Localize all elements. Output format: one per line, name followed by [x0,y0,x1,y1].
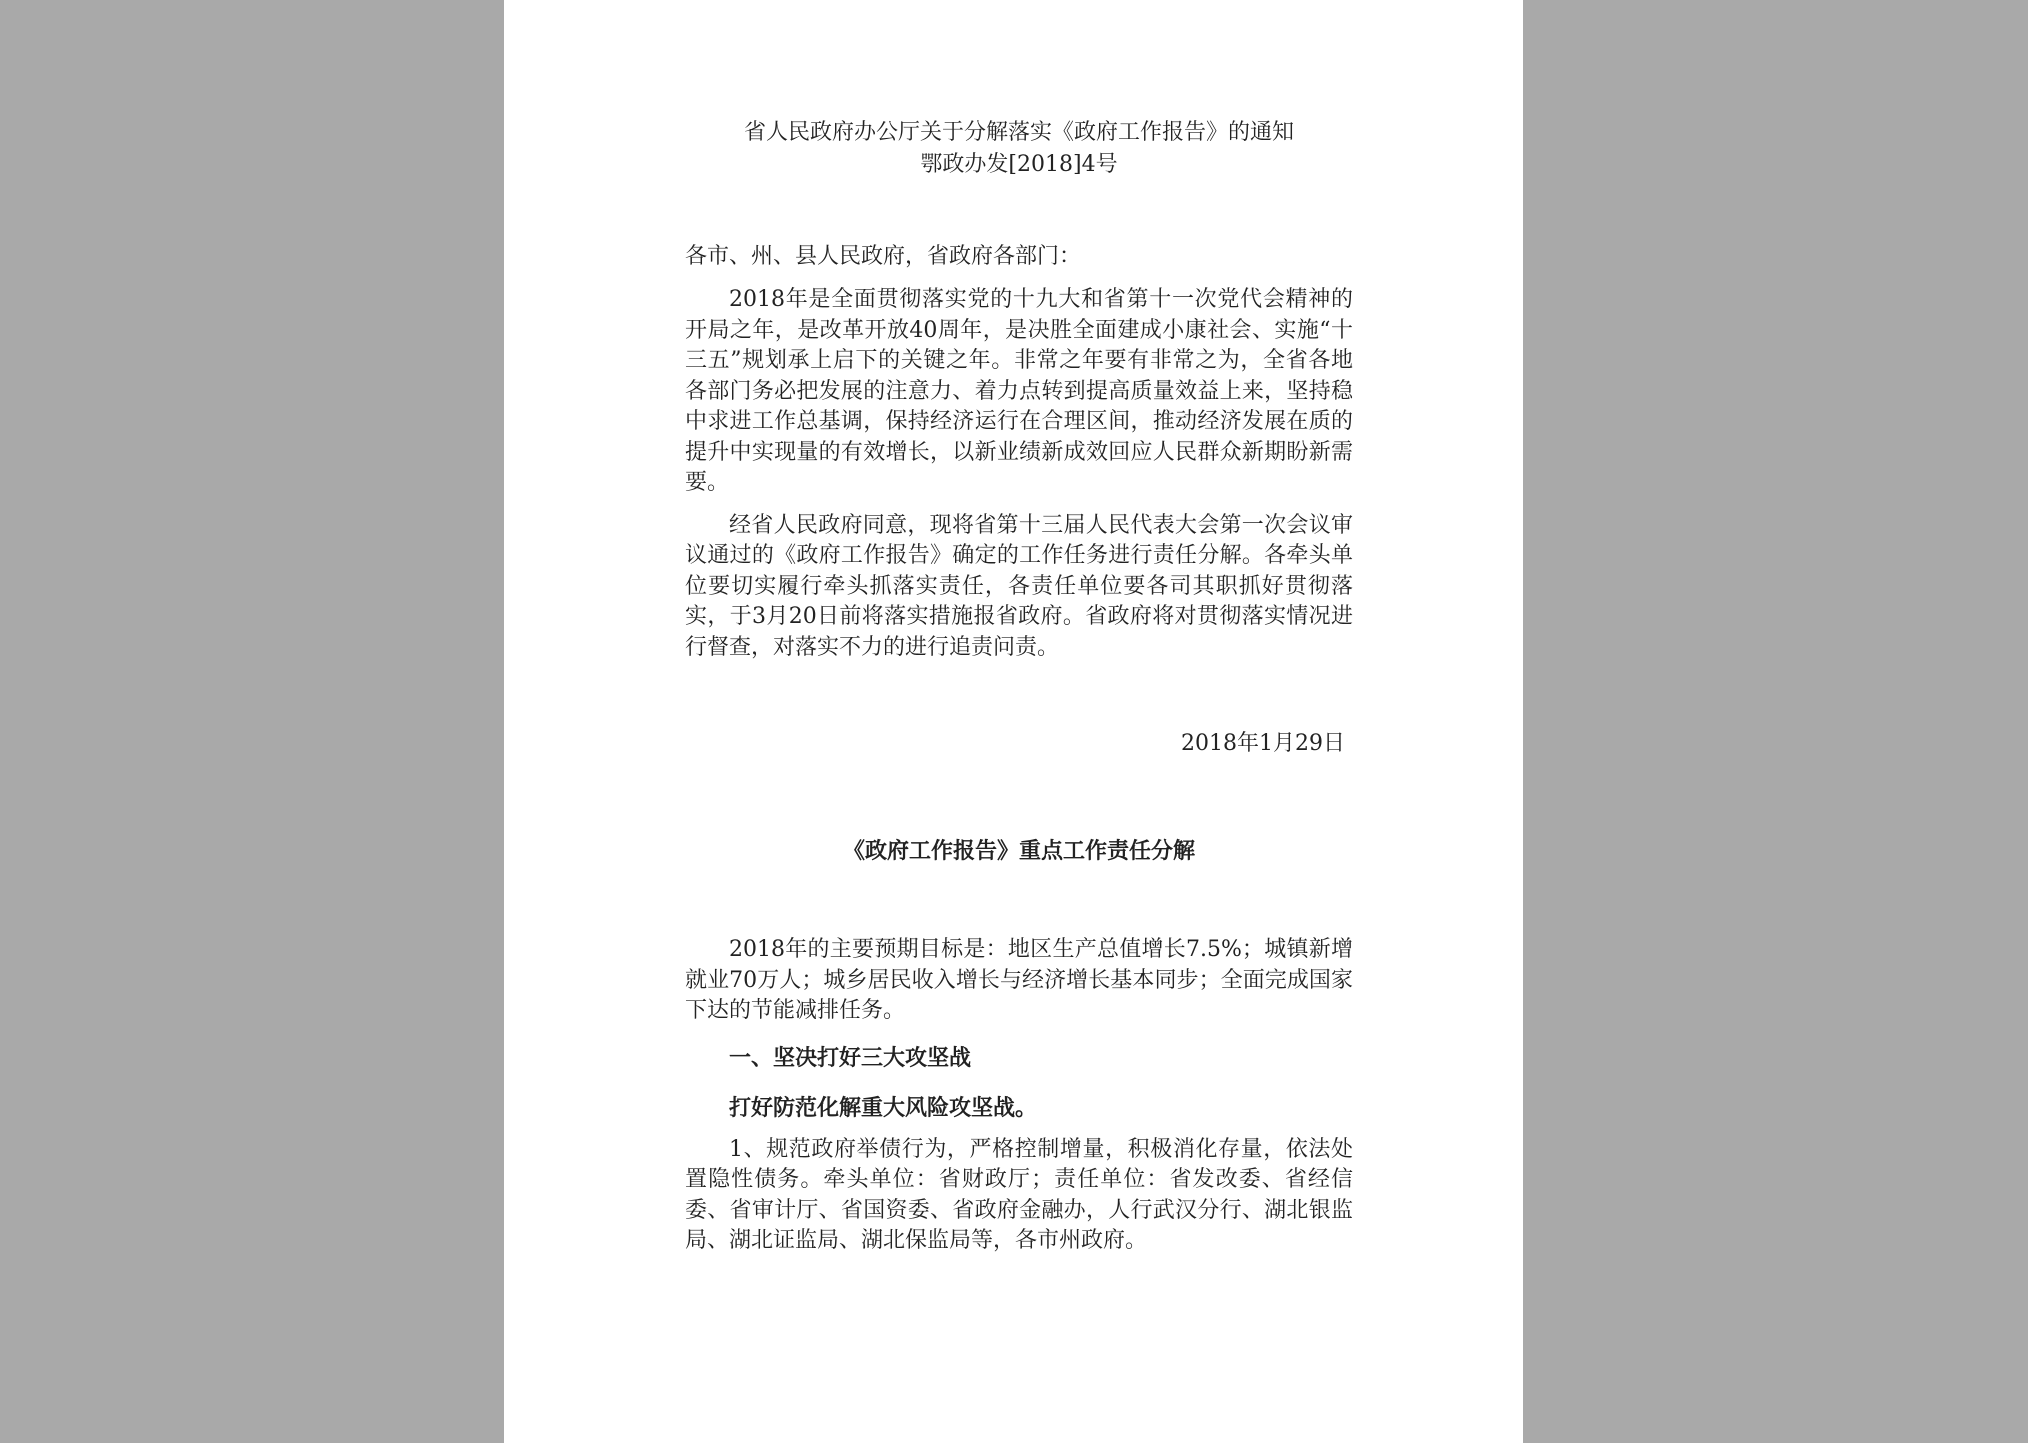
heading-level-1: 一、坚决打好三大攻坚战 [729,1044,972,1071]
notice-title: 省人民政府办公厅关于分解落实《政府工作报告》的通知 [743,120,1294,145]
section-title: 《政府工作报告》重点工作责任分解 [842,838,1195,864]
page-content [685,117,1353,1257]
document-page [504,0,1523,1443]
body-paragraph-1: 2018年是全面贯彻落实党的十九大和省第十一次党代会精神的开局之年，是改革开放40周年，是决胜全面建成小康社会、实施“十三五”规划承上启下的关键之年。非常之年要有非常之为，全省各地各部门务必把发展的注意力、着力点转到提高质量效益上来，坚持稳中求进工作总基调，保持经济运行在合理区间，推动经济发展在质的提升中实现量的有效增长，以新业绩新成效回应人民群众新期盼新需要。 [685,287,1353,495]
body-paragraph-2: 经省人民政府同意，现将省第十三届人民代表大会第一次会议审议通过的《政府工作报告》确定的工作任务进行责任分解。各牵头单位要切实履行牵头抓落实责任，各责任单位要各司其职抓好贯彻落实，于3月20日前将落实措施报省政府。省政府将对贯彻落实情况进行督查，对落实不力的进行追责问责。 [685,512,1353,660]
goals-paragraph: 2018年的主要预期目标是：地区生产总值增长7.5%；城镇新增就业70万人；城乡居民收入增长与经济增长基本同步；全面完成国家下达的节能减排任务。 [685,937,1353,1023]
salutation: 各市、州、县人民政府，省政府各部门： [685,244,1082,269]
heading-level-2: 打好防范化解重大风险攻坚战。 [729,1094,1038,1121]
document-number: 鄂政办发[2018]4号 [920,152,1118,177]
issue-date: 2018年1月29日 [1181,731,1345,756]
task-item-1: 1、规范政府举债行为，严格控制增量，积极消化存量，依法处置隐性债务。牵头单位：省财政厅；责任单位：省发改委、省经信委、省审计厅、省国资委、省政府金融办，人行武汉分行、湖北银监局、湖北证监局、湖北保监局等，各市州政府。 [685,1136,1353,1253]
